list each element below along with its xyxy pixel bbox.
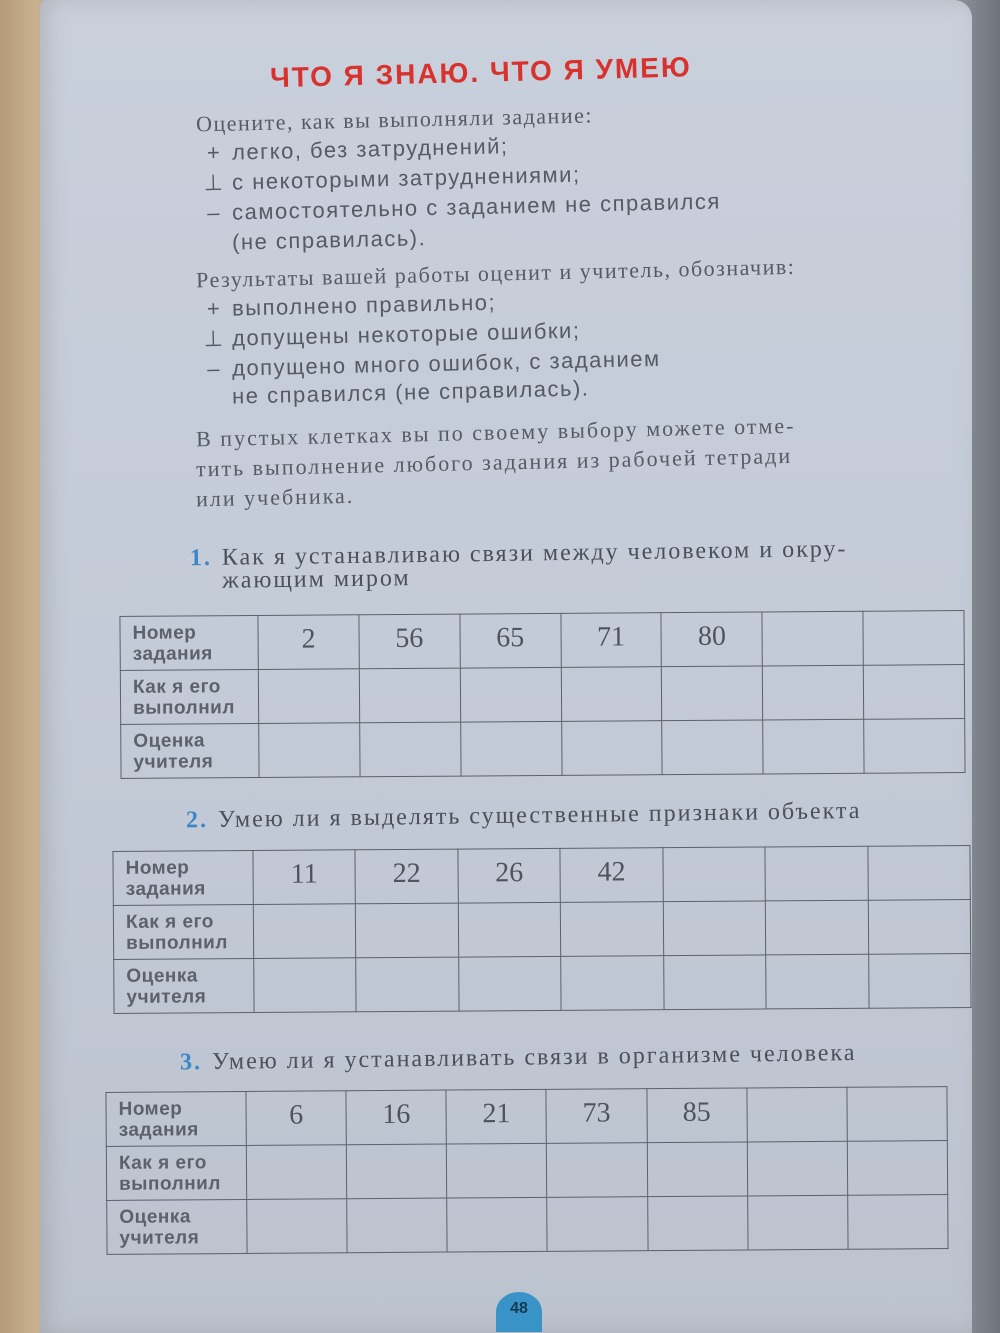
blank-cell[interactable]	[359, 668, 460, 723]
self-eval-intro: Оцените, как вы выполняли задание:	[195, 102, 594, 137]
section-title-text: Умею ли я устанавливать связи в организме человека	[211, 1040, 857, 1075]
row-label-done: Как я его выполнил	[120, 669, 258, 724]
task-number-cell: 6	[246, 1091, 347, 1146]
page-number: 48	[496, 1292, 542, 1332]
table-row	[120, 611, 964, 671]
blank-cell[interactable]	[765, 900, 868, 955]
table-row	[114, 954, 971, 1014]
section-number: 2.	[185, 807, 209, 834]
blank-cell[interactable]	[561, 667, 662, 722]
perp-mark: ⊥	[203, 169, 225, 196]
table-row	[113, 846, 970, 906]
blank-cell[interactable]	[459, 956, 562, 1011]
task-number-cell: 11	[253, 850, 356, 905]
blank-cell[interactable]	[347, 1198, 448, 1253]
row-label-grade: Оценка учителя	[107, 1199, 247, 1254]
legend-text: допущено много ошибок, с заданием	[231, 345, 661, 381]
table-row	[107, 1195, 948, 1255]
blank-cell[interactable]	[561, 721, 662, 776]
blank-cell[interactable]	[259, 723, 360, 778]
row-label-task: Номер задания	[106, 1091, 246, 1146]
blank-cell[interactable]	[663, 955, 766, 1010]
blank-cell[interactable]	[647, 1142, 748, 1197]
blank-cell[interactable]	[747, 1195, 848, 1250]
row-label-task: Номер задания	[120, 615, 258, 670]
blank-cell[interactable]	[763, 665, 864, 720]
blank-cell[interactable]	[458, 902, 561, 957]
section-number: 3.	[179, 1049, 203, 1076]
legend-text: легко, без затруднений;	[231, 133, 509, 165]
blank-cell[interactable]	[763, 719, 864, 774]
blank-cell[interactable]	[346, 1144, 447, 1199]
table-row	[120, 665, 964, 725]
task-number-cell	[747, 1087, 848, 1142]
section-2-table	[112, 845, 971, 1014]
task-number-cell	[863, 611, 964, 666]
section-title-text: Как я устанавливаю связи между человеком и окру-	[221, 536, 848, 571]
section-1-title	[190, 535, 941, 595]
blank-cell[interactable]	[847, 1141, 948, 1196]
blank-cell[interactable]	[547, 1143, 648, 1198]
blank-cell[interactable]	[253, 904, 356, 959]
minus-mark: –	[206, 199, 222, 226]
blank-cell[interactable]	[258, 669, 359, 724]
section-1-table	[119, 610, 965, 779]
table-row	[106, 1087, 947, 1147]
task-number-cell: 65	[460, 613, 561, 668]
task-number-cell: 26	[458, 848, 561, 903]
blank-cell[interactable]	[246, 1145, 347, 1200]
note-line: В пустых клетках вы по своему выбору можете отме-	[195, 412, 796, 452]
blank-cell[interactable]	[247, 1199, 348, 1254]
legend-text: не справился (не справилась).	[231, 375, 590, 409]
task-number-cell	[867, 846, 970, 901]
blank-cell[interactable]	[460, 721, 561, 776]
blank-cell[interactable]	[848, 1195, 949, 1250]
minus-mark: –	[206, 355, 222, 382]
task-number-cell	[762, 611, 863, 666]
section-title-text: жающим миром	[222, 565, 411, 594]
task-number-cell: 42	[560, 848, 663, 903]
task-number-cell: 2	[258, 615, 359, 670]
blank-cell[interactable]	[561, 902, 664, 957]
blank-cell[interactable]	[356, 957, 459, 1012]
task-number-cell	[765, 846, 868, 901]
plus-mark: +	[206, 139, 222, 166]
task-number-cell: 73	[546, 1089, 647, 1144]
section-title-text: Умею ли я выделять существенные признаки объекта	[217, 797, 862, 833]
row-label-grade: Оценка учителя	[114, 959, 254, 1014]
blank-cell[interactable]	[356, 903, 459, 958]
page-title: ЧТО Я ЗНАЮ. ЧТО Я УМЕЮ	[269, 51, 693, 94]
blank-cell[interactable]	[561, 956, 664, 1011]
blank-cell[interactable]	[547, 1197, 648, 1252]
row-label-done: Как я его выполнил	[106, 1145, 246, 1200]
blank-cell[interactable]	[662, 720, 763, 775]
blank-cell[interactable]	[747, 1141, 848, 1196]
plus-mark: +	[206, 295, 222, 322]
note-paragraph	[195, 412, 936, 512]
row-label-task: Номер задания	[113, 851, 253, 906]
section-3-table	[105, 1086, 948, 1255]
blank-cell[interactable]	[864, 719, 965, 774]
legend-text: (не справилась).	[231, 225, 427, 255]
task-number-cell: 16	[346, 1090, 447, 1145]
legend-text: выполнено правильно;	[231, 289, 497, 321]
legend-text: допущены некоторые ошибки;	[231, 317, 581, 351]
task-number-cell: 80	[661, 612, 762, 667]
task-number-cell: 71	[560, 613, 661, 668]
blank-cell[interactable]	[766, 954, 869, 1009]
note-line: или учебника.	[195, 482, 355, 512]
task-number-cell: 85	[646, 1088, 747, 1143]
blank-cell[interactable]	[447, 1197, 548, 1252]
blank-cell[interactable]	[868, 900, 971, 955]
section-number: 1.	[189, 544, 213, 572]
table-row	[106, 1141, 947, 1201]
blank-cell[interactable]	[647, 1196, 748, 1251]
table-row	[113, 900, 970, 960]
blank-cell[interactable]	[863, 665, 964, 720]
task-number-cell	[663, 847, 766, 902]
instructions	[195, 102, 936, 512]
blank-cell[interactable]	[460, 667, 561, 722]
row-label-grade: Оценка учителя	[121, 723, 259, 778]
row-label-done: Как я его выполнил	[113, 905, 253, 960]
legend-text: с некоторыми затруднениями;	[231, 161, 581, 195]
note-line: тить выполнение любого задания из рабочей тетради	[195, 442, 793, 482]
teacher-eval-intro: Результаты вашей работы оценит и учитель, обозначив:	[195, 253, 796, 293]
perp-mark: ⊥	[203, 325, 225, 352]
task-number-cell: 21	[446, 1089, 547, 1144]
blank-cell[interactable]	[360, 722, 461, 777]
task-number-cell: 56	[359, 614, 460, 669]
legend-text: самостоятельно с заданием не справился	[231, 188, 721, 225]
blank-cell[interactable]	[447, 1143, 548, 1198]
blank-cell[interactable]	[868, 954, 971, 1009]
table-row	[121, 719, 965, 779]
task-number-cell: 22	[355, 849, 458, 904]
blank-cell[interactable]	[663, 901, 766, 956]
blank-cell[interactable]	[254, 958, 357, 1013]
task-number-cell	[847, 1087, 948, 1142]
blank-cell[interactable]	[662, 666, 763, 721]
